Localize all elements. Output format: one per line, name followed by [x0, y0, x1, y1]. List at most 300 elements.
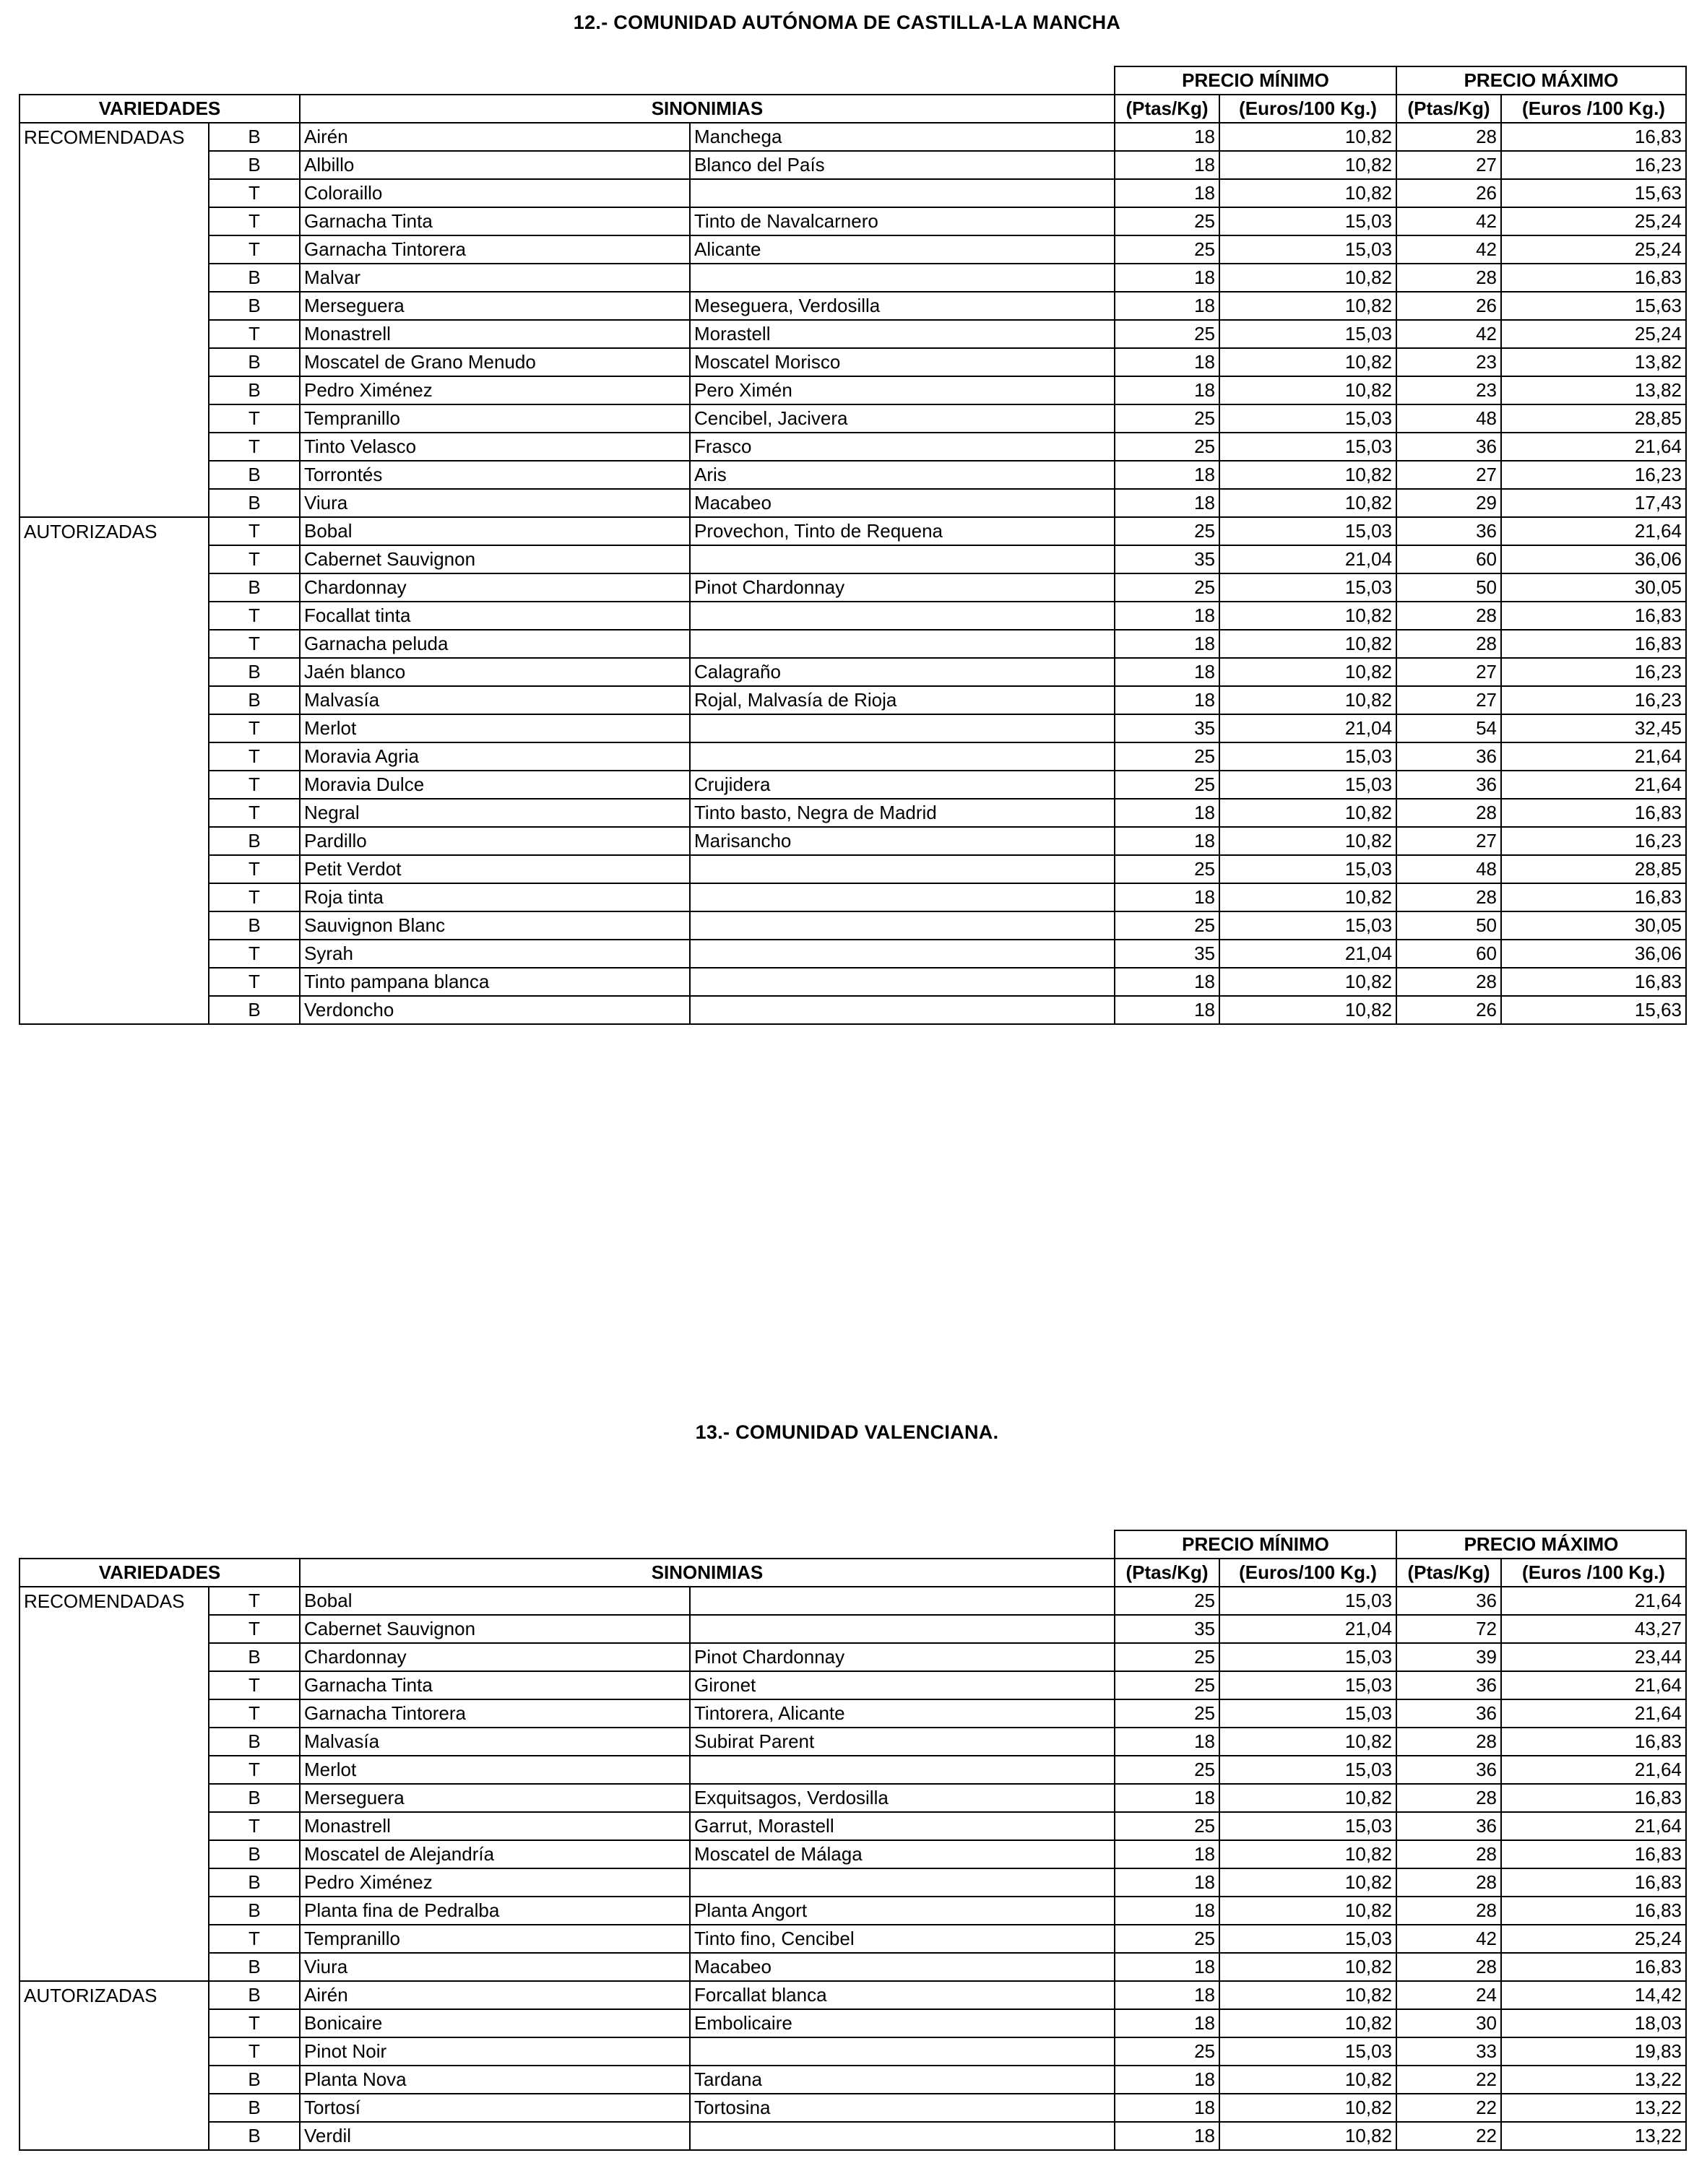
min-ptas-cell: 25 [1115, 1812, 1219, 1840]
max-ptas-cell: 28 [1396, 630, 1501, 658]
color-cell: T [209, 1812, 300, 1840]
min-euros-cell: 21,04 [1219, 940, 1396, 968]
color-cell: T [209, 602, 300, 630]
table-row [20, 1840, 1686, 1868]
group-cell [20, 714, 209, 742]
group-cell [20, 348, 209, 376]
max-ptas-cell: 36 [1396, 1587, 1501, 1615]
synonyms-cell: Macabeo [690, 489, 1115, 517]
max-euros-cell: 15,63 [1501, 292, 1686, 320]
variety-cell: Moravia Agria [300, 742, 690, 771]
variety-cell: Verdoncho [300, 996, 690, 1024]
min-euros-cell: 10,82 [1219, 686, 1396, 714]
min-euros-cell: 10,82 [1219, 1728, 1396, 1756]
table-row [20, 348, 1686, 376]
table-row [20, 179, 1686, 207]
max-ptas-cell: 36 [1396, 1671, 1501, 1699]
min-ptas-cell: 18 [1115, 1784, 1219, 1812]
variety-cell: Planta Nova [300, 2066, 690, 2094]
max-ptas-cell: 72 [1396, 1615, 1501, 1643]
min-ptas-cell: 18 [1115, 827, 1219, 855]
color-cell: B [209, 2094, 300, 2122]
header-euros-max: (Euros /100 Kg.) [1501, 1559, 1686, 1587]
variety-cell: Moscatel de Grano Menudo [300, 348, 690, 376]
max-ptas-cell: 42 [1396, 1925, 1501, 1953]
min-euros-cell: 10,82 [1219, 630, 1396, 658]
min-euros-cell: 15,03 [1219, 1643, 1396, 1671]
color-cell: B [209, 827, 300, 855]
max-euros-cell: 21,64 [1501, 1699, 1686, 1728]
variety-cell: Pedro Ximénez [300, 1868, 690, 1897]
max-euros-cell: 25,24 [1501, 320, 1686, 348]
min-ptas-cell: 25 [1115, 1699, 1219, 1728]
variety-cell: Planta fina de Pedralba [300, 1897, 690, 1925]
table-row [20, 602, 1686, 630]
group-cell [20, 1615, 209, 1643]
min-ptas-cell: 18 [1115, 179, 1219, 207]
max-ptas-cell: 27 [1396, 461, 1501, 489]
color-cell: T [209, 1699, 300, 1728]
synonyms-cell: Exquitsagos, Verdosilla [690, 1784, 1115, 1812]
synonyms-cell: Marisancho [690, 827, 1115, 855]
color-cell: T [209, 855, 300, 883]
group-cell [20, 376, 209, 404]
color-cell: B [209, 489, 300, 517]
variety-cell: Sauvignon Blanc [300, 911, 690, 940]
min-euros-cell: 15,03 [1219, 1671, 1396, 1699]
min-ptas-cell: 35 [1115, 545, 1219, 573]
min-ptas-cell: 25 [1115, 855, 1219, 883]
max-ptas-cell: 54 [1396, 714, 1501, 742]
table-row [20, 1925, 1686, 1953]
table-row [20, 235, 1686, 264]
max-ptas-cell: 33 [1396, 2037, 1501, 2066]
header-sinonimias: SINONIMIAS [300, 1559, 1115, 1587]
table-row [20, 404, 1686, 433]
max-ptas-cell: 27 [1396, 686, 1501, 714]
table-row [20, 376, 1686, 404]
table-row [20, 2037, 1686, 2066]
max-euros-cell: 21,64 [1501, 1587, 1686, 1615]
max-euros-cell: 21,64 [1501, 1671, 1686, 1699]
min-euros-cell: 15,03 [1219, 771, 1396, 799]
max-euros-cell: 16,23 [1501, 151, 1686, 179]
min-euros-cell: 10,82 [1219, 827, 1396, 855]
synonyms-cell: Blanco del País [690, 151, 1115, 179]
synonyms-cell [690, 1615, 1115, 1643]
min-euros-cell: 15,03 [1219, 517, 1396, 545]
color-cell: B [209, 2122, 300, 2150]
group-cell [20, 207, 209, 235]
synonyms-cell: Pero Ximén [690, 376, 1115, 404]
min-euros-cell: 10,82 [1219, 461, 1396, 489]
synonyms-cell: Meseguera, Verdosilla [690, 292, 1115, 320]
max-ptas-cell: 28 [1396, 1953, 1501, 1981]
min-euros-cell: 10,82 [1219, 1784, 1396, 1812]
variety-cell: Bobal [300, 1587, 690, 1615]
min-ptas-cell: 25 [1115, 433, 1219, 461]
max-euros-cell: 18,03 [1501, 2009, 1686, 2037]
synonyms-cell [690, 1587, 1115, 1615]
table-row [20, 1897, 1686, 1925]
min-ptas-cell: 25 [1115, 404, 1219, 433]
min-euros-cell: 10,82 [1219, 123, 1396, 151]
table-row [20, 489, 1686, 517]
group-cell [20, 264, 209, 292]
variety-cell: Viura [300, 1953, 690, 1981]
max-euros-cell: 25,24 [1501, 1925, 1686, 1953]
max-euros-cell: 30,05 [1501, 911, 1686, 940]
table-row [20, 1953, 1686, 1981]
group-cell: RECOMENDADAS [20, 1587, 209, 1615]
max-ptas-cell: 28 [1396, 602, 1501, 630]
variety-cell: Airén [300, 1981, 690, 2009]
color-cell: T [209, 2037, 300, 2066]
max-euros-cell: 14,42 [1501, 1981, 1686, 2009]
synonyms-cell [690, 855, 1115, 883]
min-euros-cell: 15,03 [1219, 1587, 1396, 1615]
min-ptas-cell: 25 [1115, 1925, 1219, 1953]
max-ptas-cell: 27 [1396, 827, 1501, 855]
max-euros-cell: 16,83 [1501, 1840, 1686, 1868]
synonyms-cell: Alicante [690, 235, 1115, 264]
synonyms-cell: Moscatel de Málaga [690, 1840, 1115, 1868]
synonyms-cell: Subirat Parent [690, 1728, 1115, 1756]
table-row [20, 1699, 1686, 1728]
variety-cell: Garnacha peluda [300, 630, 690, 658]
synonyms-cell [690, 264, 1115, 292]
variety-cell: Merseguera [300, 1784, 690, 1812]
variety-cell: Focallat tinta [300, 602, 690, 630]
variety-cell: Merseguera [300, 292, 690, 320]
variety-cell: Viura [300, 489, 690, 517]
table-row [20, 1643, 1686, 1671]
variety-cell: Moravia Dulce [300, 771, 690, 799]
variety-cell: Monastrell [300, 320, 690, 348]
min-euros-cell: 10,82 [1219, 2094, 1396, 2122]
synonyms-cell [690, 883, 1115, 911]
synonyms-cell: Moscatel Morisco [690, 348, 1115, 376]
max-ptas-cell: 28 [1396, 968, 1501, 996]
min-euros-cell: 10,82 [1219, 348, 1396, 376]
min-ptas-cell: 18 [1115, 2094, 1219, 2122]
max-euros-cell: 16,83 [1501, 883, 1686, 911]
max-ptas-cell: 28 [1396, 883, 1501, 911]
color-cell: T [209, 714, 300, 742]
header-sinonimias: SINONIMIAS [300, 95, 1115, 123]
synonyms-cell: Rojal, Malvasía de Rioja [690, 686, 1115, 714]
synonyms-cell [690, 630, 1115, 658]
variety-cell: Jaén blanco [300, 658, 690, 686]
min-ptas-cell: 18 [1115, 602, 1219, 630]
table-row [20, 2009, 1686, 2037]
color-cell: T [209, 320, 300, 348]
min-euros-cell: 10,82 [1219, 602, 1396, 630]
color-cell: B [209, 348, 300, 376]
group-cell [20, 573, 209, 602]
min-euros-cell: 10,82 [1219, 799, 1396, 827]
max-ptas-cell: 28 [1396, 1868, 1501, 1897]
max-euros-cell: 21,64 [1501, 742, 1686, 771]
min-euros-cell: 10,82 [1219, 996, 1396, 1024]
min-euros-cell: 15,03 [1219, 855, 1396, 883]
min-ptas-cell: 18 [1115, 883, 1219, 911]
min-ptas-cell: 18 [1115, 123, 1219, 151]
table-row [20, 2066, 1686, 2094]
group-cell [20, 1728, 209, 1756]
color-cell: B [209, 911, 300, 940]
color-cell: T [209, 545, 300, 573]
color-cell: T [209, 799, 300, 827]
min-euros-cell: 15,03 [1219, 1812, 1396, 1840]
synonyms-cell: Gironet [690, 1671, 1115, 1699]
min-euros-cell: 21,04 [1219, 714, 1396, 742]
min-euros-cell: 10,82 [1219, 179, 1396, 207]
variety-cell: Bonicaire [300, 2009, 690, 2037]
min-ptas-cell: 25 [1115, 320, 1219, 348]
min-ptas-cell: 18 [1115, 489, 1219, 517]
group-cell [20, 630, 209, 658]
max-ptas-cell: 28 [1396, 264, 1501, 292]
group-cell [20, 151, 209, 179]
group-cell [20, 1897, 209, 1925]
min-ptas-cell: 18 [1115, 1897, 1219, 1925]
synonyms-cell: Calagraño [690, 658, 1115, 686]
synonyms-cell: Morastell [690, 320, 1115, 348]
max-euros-cell: 21,64 [1501, 517, 1686, 545]
color-cell: T [209, 1671, 300, 1699]
max-euros-cell: 17,43 [1501, 489, 1686, 517]
max-ptas-cell: 22 [1396, 2066, 1501, 2094]
table-body [20, 123, 1686, 1024]
group-cell [20, 883, 209, 911]
max-ptas-cell: 27 [1396, 151, 1501, 179]
max-euros-cell: 16,83 [1501, 264, 1686, 292]
header-euros-min: (Euros/100 Kg.) [1219, 95, 1396, 123]
max-ptas-cell: 60 [1396, 940, 1501, 968]
synonyms-cell: Tinto fino, Cencibel [690, 1925, 1115, 1953]
color-cell: T [209, 630, 300, 658]
variety-cell: Chardonnay [300, 1643, 690, 1671]
min-euros-cell: 10,82 [1219, 489, 1396, 517]
min-ptas-cell: 25 [1115, 517, 1219, 545]
max-ptas-cell: 30 [1396, 2009, 1501, 2037]
max-ptas-cell: 28 [1396, 123, 1501, 151]
header-ptas-kg-min: (Ptas/Kg) [1115, 95, 1219, 123]
color-cell: T [209, 1756, 300, 1784]
group-cell [20, 827, 209, 855]
min-euros-cell: 10,82 [1219, 1868, 1396, 1897]
min-euros-cell: 15,03 [1219, 1699, 1396, 1728]
min-euros-cell: 15,03 [1219, 1756, 1396, 1784]
synonyms-cell [690, 742, 1115, 771]
min-ptas-cell: 25 [1115, 1587, 1219, 1615]
min-ptas-cell: 18 [1115, 799, 1219, 827]
synonyms-cell: Macabeo [690, 1953, 1115, 1981]
header-ptas-kg-max: (Ptas/Kg) [1396, 1559, 1501, 1587]
max-euros-cell: 16,83 [1501, 630, 1686, 658]
color-cell: T [209, 404, 300, 433]
variety-cell: Cabernet Sauvignon [300, 1615, 690, 1643]
variety-cell: Verdil [300, 2122, 690, 2150]
variety-cell: Merlot [300, 714, 690, 742]
header-variedades: VARIEDADES [20, 95, 300, 123]
variety-cell: Pinot Noir [300, 2037, 690, 2066]
color-cell: T [209, 742, 300, 771]
min-euros-cell: 10,82 [1219, 1840, 1396, 1868]
table-row [20, 264, 1686, 292]
group-cell [20, 489, 209, 517]
min-ptas-cell: 18 [1115, 348, 1219, 376]
synonyms-cell [690, 1868, 1115, 1897]
max-euros-cell: 16,83 [1501, 1953, 1686, 1981]
table-row [20, 517, 1686, 545]
max-ptas-cell: 28 [1396, 1840, 1501, 1868]
variety-cell: Roja tinta [300, 883, 690, 911]
min-ptas-cell: 25 [1115, 911, 1219, 940]
min-euros-cell: 10,82 [1219, 2122, 1396, 2150]
table-row [20, 320, 1686, 348]
section-title-castilla-la-mancha: 12.- COMUNIDAD AUTÓNOMA DE CASTILLA-LA MANCHA [573, 12, 1121, 33]
group-cell [20, 1925, 209, 1953]
max-ptas-cell: 26 [1396, 179, 1501, 207]
group-cell [20, 940, 209, 968]
min-ptas-cell: 18 [1115, 630, 1219, 658]
min-euros-cell: 10,82 [1219, 968, 1396, 996]
color-cell: T [209, 883, 300, 911]
table-row [20, 742, 1686, 771]
min-ptas-cell: 18 [1115, 1953, 1219, 1981]
color-cell: T [209, 968, 300, 996]
table-row [20, 1812, 1686, 1840]
max-ptas-cell: 36 [1396, 1812, 1501, 1840]
min-ptas-cell: 18 [1115, 2066, 1219, 2094]
max-euros-cell: 25,24 [1501, 235, 1686, 264]
max-ptas-cell: 22 [1396, 2122, 1501, 2150]
min-euros-cell: 10,82 [1219, 292, 1396, 320]
synonyms-cell: Planta Angort [690, 1897, 1115, 1925]
table-row [20, 151, 1686, 179]
max-euros-cell: 13,82 [1501, 376, 1686, 404]
header-euros-min: (Euros/100 Kg.) [1219, 1559, 1396, 1587]
variety-cell: Bobal [300, 517, 690, 545]
synonyms-cell: Manchega [690, 123, 1115, 151]
max-euros-cell: 36,06 [1501, 545, 1686, 573]
group-cell [20, 1840, 209, 1868]
variety-cell: Syrah [300, 940, 690, 968]
group-cell [20, 2066, 209, 2094]
max-ptas-cell: 26 [1396, 292, 1501, 320]
group-cell [20, 658, 209, 686]
variety-cell: Garnacha Tintorera [300, 235, 690, 264]
max-euros-cell: 21,64 [1501, 1756, 1686, 1784]
min-ptas-cell: 18 [1115, 376, 1219, 404]
color-cell: B [209, 461, 300, 489]
max-euros-cell: 23,44 [1501, 1643, 1686, 1671]
header-precio-maximo: PRECIO MÁXIMO [1396, 66, 1686, 95]
max-euros-cell: 25,24 [1501, 207, 1686, 235]
min-euros-cell: 15,03 [1219, 911, 1396, 940]
group-cell [20, 1953, 209, 1981]
synonyms-cell: Pinot Chardonnay [690, 573, 1115, 602]
synonyms-cell [690, 968, 1115, 996]
table-row [20, 883, 1686, 911]
max-ptas-cell: 36 [1396, 517, 1501, 545]
min-ptas-cell: 25 [1115, 207, 1219, 235]
group-cell [20, 686, 209, 714]
color-cell: B [209, 151, 300, 179]
group-cell [20, 602, 209, 630]
table-row [20, 714, 1686, 742]
color-cell: T [209, 1615, 300, 1643]
max-euros-cell: 16,83 [1501, 968, 1686, 996]
table-body [20, 1587, 1686, 2150]
max-euros-cell: 13,22 [1501, 2066, 1686, 2094]
group-cell [20, 404, 209, 433]
synonyms-cell: Tinto de Navalcarnero [690, 207, 1115, 235]
group-cell [20, 461, 209, 489]
min-euros-cell: 15,03 [1219, 433, 1396, 461]
max-euros-cell: 19,83 [1501, 2037, 1686, 2066]
max-ptas-cell: 28 [1396, 1784, 1501, 1812]
variety-cell: Garnacha Tinta [300, 1671, 690, 1699]
variety-cell: Airén [300, 123, 690, 151]
variety-cell: Merlot [300, 1756, 690, 1784]
max-euros-cell: 36,06 [1501, 940, 1686, 968]
color-cell: B [209, 2066, 300, 2094]
group-cell [20, 292, 209, 320]
table-row [20, 911, 1686, 940]
synonyms-cell: Cencibel, Jacivera [690, 404, 1115, 433]
group-cell [20, 968, 209, 996]
min-ptas-cell: 25 [1115, 1756, 1219, 1784]
min-ptas-cell: 18 [1115, 151, 1219, 179]
group-cell [20, 433, 209, 461]
table-row [20, 1728, 1686, 1756]
min-ptas-cell: 25 [1115, 771, 1219, 799]
max-ptas-cell: 36 [1396, 1756, 1501, 1784]
group-cell [20, 320, 209, 348]
max-euros-cell: 16,83 [1501, 1897, 1686, 1925]
max-ptas-cell: 48 [1396, 855, 1501, 883]
color-cell: B [209, 376, 300, 404]
section-title-valenciana: 13.- COMUNIDAD VALENCIANA. [695, 1421, 999, 1443]
max-euros-cell: 13,22 [1501, 2094, 1686, 2122]
min-ptas-cell: 18 [1115, 1868, 1219, 1897]
min-ptas-cell: 18 [1115, 264, 1219, 292]
group-cell [20, 179, 209, 207]
variety-cell: Chardonnay [300, 573, 690, 602]
color-cell: B [209, 573, 300, 602]
synonyms-cell: Provechon, Tinto de Requena [690, 517, 1115, 545]
synonyms-cell: Aris [690, 461, 1115, 489]
max-euros-cell: 16,23 [1501, 686, 1686, 714]
variety-cell: Monastrell [300, 1812, 690, 1840]
table-row [20, 855, 1686, 883]
min-ptas-cell: 18 [1115, 461, 1219, 489]
table-row [20, 630, 1686, 658]
synonyms-cell [690, 2122, 1115, 2150]
synonyms-cell: Tinto basto, Negra de Madrid [690, 799, 1115, 827]
max-euros-cell: 16,23 [1501, 658, 1686, 686]
max-ptas-cell: 28 [1396, 1897, 1501, 1925]
color-cell: B [209, 292, 300, 320]
variety-cell: Malvasía [300, 1728, 690, 1756]
table-row [20, 686, 1686, 714]
max-euros-cell: 21,64 [1501, 771, 1686, 799]
min-ptas-cell: 18 [1115, 658, 1219, 686]
header-ptas-kg-max: (Ptas/Kg) [1396, 95, 1501, 123]
